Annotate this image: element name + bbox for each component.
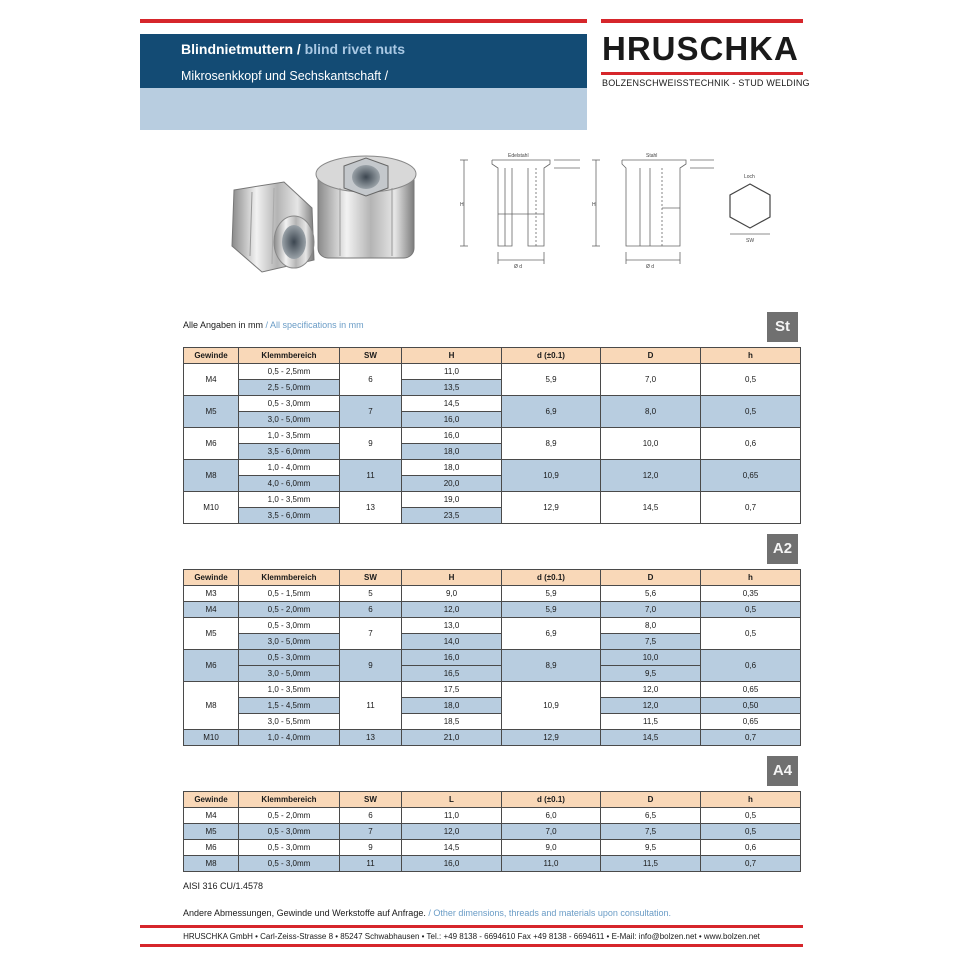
- col-header: Gewinde: [184, 792, 239, 808]
- cell: M10: [184, 730, 239, 746]
- cell: 7,0: [502, 824, 601, 840]
- cell: M4: [184, 808, 239, 824]
- cell: 0,7: [701, 856, 801, 872]
- cell: 1,0 - 4,0mm: [239, 730, 340, 746]
- col-header: H: [402, 570, 502, 586]
- table-header-row: [184, 792, 801, 808]
- cell: 0,5: [701, 602, 801, 618]
- cell: M4: [184, 602, 239, 618]
- spec-note: [183, 320, 364, 330]
- cell: 11,0: [402, 364, 502, 380]
- cell: 6,9: [502, 396, 601, 428]
- label-loch: Loch: [744, 174, 755, 180]
- cell: M3: [184, 586, 239, 602]
- cell: 18,0: [402, 698, 502, 714]
- table-header-row: [184, 348, 801, 364]
- badge-st: St: [767, 312, 798, 342]
- cell: 17,5: [402, 682, 502, 698]
- cell: 0,35: [701, 586, 801, 602]
- col-header: Klemmbereich: [239, 792, 340, 808]
- cell: 9: [340, 428, 402, 460]
- cell: 0,5: [701, 396, 801, 428]
- cell: 0,5 - 3,0mm: [239, 650, 340, 666]
- table-row: [184, 618, 801, 634]
- cell: 0,5 - 3,0mm: [239, 824, 340, 840]
- logo-tagline: BOLZENSCHWEISSTECHNIK - STUD WELDING: [602, 78, 810, 88]
- cell: 0,65: [701, 714, 801, 730]
- other-de: Andere Abmessungen, Gewinde und Werkstoffe auf Anfrage.: [183, 908, 426, 918]
- cell: M10: [184, 492, 239, 524]
- cell: 7,5: [601, 634, 701, 650]
- cell: 11,5: [601, 856, 701, 872]
- cell: 13: [340, 492, 402, 524]
- cell: M5: [184, 824, 239, 840]
- cell: 0,7: [701, 492, 801, 524]
- table-row: [184, 808, 801, 824]
- cell: M8: [184, 460, 239, 492]
- cell: 5,9: [502, 586, 601, 602]
- col-header: h: [701, 348, 801, 364]
- cell: 18,0: [402, 460, 502, 476]
- col-header: d (±0.1): [502, 570, 601, 586]
- label-sw: SW: [746, 238, 755, 244]
- cell: 19,0: [402, 492, 502, 508]
- cell: 0,6: [701, 428, 801, 460]
- cell: 10,0: [601, 650, 701, 666]
- cell: 12,0: [601, 460, 701, 492]
- cell: 16,0: [402, 650, 502, 666]
- cell: 0,5: [701, 618, 801, 650]
- cell: M6: [184, 428, 239, 460]
- cell: 12,9: [502, 730, 601, 746]
- col-header: d (±0.1): [502, 792, 601, 808]
- label-stahl: Stahl: [646, 153, 658, 159]
- cell: 23,5: [402, 508, 502, 524]
- cell: 16,0: [402, 412, 502, 428]
- cell: 7: [340, 824, 402, 840]
- other-en: / Other dimensions, threads and materials upon consultation.: [425, 908, 671, 918]
- nut-standing: [316, 156, 416, 258]
- cell: M5: [184, 618, 239, 650]
- table-row: [184, 856, 801, 872]
- cell: 9,5: [601, 840, 701, 856]
- cell: 7,0: [601, 602, 701, 618]
- cell: 5,9: [502, 364, 601, 396]
- cell: M6: [184, 650, 239, 682]
- cell: 1,0 - 3,5mm: [239, 492, 340, 508]
- table-row: [184, 602, 801, 618]
- cell: 20,0: [402, 476, 502, 492]
- col-header: D: [601, 348, 701, 364]
- cell: 8,9: [502, 428, 601, 460]
- cell: 11,5: [601, 714, 701, 730]
- cell: 9,5: [601, 666, 701, 682]
- table-row: [184, 650, 801, 666]
- cell: 14,0: [402, 634, 502, 650]
- col-header: SW: [340, 348, 402, 364]
- table-row: [184, 428, 801, 444]
- label-d-1: Ø d: [514, 264, 523, 270]
- table-header-row: [184, 570, 801, 586]
- cell: 16,5: [402, 666, 502, 682]
- table-a4: [183, 791, 801, 872]
- cell: 0,7: [701, 730, 801, 746]
- cell: 0,5 - 3,0mm: [239, 856, 340, 872]
- cell: 6,5: [601, 808, 701, 824]
- table-row: [184, 824, 801, 840]
- nut-lying: [232, 182, 314, 272]
- cell: 8,9: [502, 650, 601, 682]
- cell: 0,5 - 1,5mm: [239, 586, 340, 602]
- cell: 3,0 - 5,0mm: [239, 412, 340, 428]
- table-row: [184, 698, 801, 714]
- cell: 12,0: [402, 602, 502, 618]
- table-row: [184, 364, 801, 380]
- table-row: [184, 730, 801, 746]
- label-edelstahl: Edelstahl: [508, 153, 529, 159]
- cell: 3,0 - 5,5mm: [239, 714, 340, 730]
- cell: 0,65: [701, 682, 801, 698]
- cell: 6,9: [502, 618, 601, 650]
- cell: 16,0: [402, 856, 502, 872]
- table-row: [184, 714, 801, 730]
- logo-red-bar: [601, 72, 803, 75]
- cell: 10,9: [502, 682, 601, 730]
- cell: 1,0 - 4,0mm: [239, 460, 340, 476]
- spec-note-en: / All specifications in mm: [263, 320, 364, 330]
- table-row: [184, 492, 801, 508]
- cell: M8: [184, 856, 239, 872]
- top-red-line-right: [601, 19, 803, 23]
- cell: 6: [340, 364, 402, 396]
- cell: 9,0: [502, 840, 601, 856]
- col-header: Gewinde: [184, 570, 239, 586]
- col-header: h: [701, 570, 801, 586]
- footer-contact: HRUSCHKA GmbH • Carl-Zeiss-Strasse 8 • 85247 Schwabhausen • Tel.: +49 8138 - 6694610 Fax +49 8138 - 6694611 • E-Mail: info@bolzen.net • www.bolzen.net: [183, 932, 760, 941]
- cell: 10,9: [502, 460, 601, 492]
- cell: 14,5: [402, 396, 502, 412]
- cell: 7: [340, 618, 402, 650]
- badge-a2: A2: [767, 534, 798, 564]
- footer-red-line-bottom: [140, 944, 803, 947]
- cell: 16,0: [402, 428, 502, 444]
- cell: 7,5: [601, 824, 701, 840]
- cell: 11: [340, 460, 402, 492]
- cell: 3,5 - 6,0mm: [239, 508, 340, 524]
- cell: 0,6: [701, 650, 801, 682]
- cell: 10,0: [601, 428, 701, 460]
- cell: 6: [340, 602, 402, 618]
- cell: 5,9: [502, 602, 601, 618]
- col-header: Klemmbereich: [239, 570, 340, 586]
- product-photo: [214, 150, 430, 288]
- cell: 7: [340, 396, 402, 428]
- cell: 14,5: [601, 730, 701, 746]
- header-box: [140, 34, 587, 130]
- cell: 18,0: [402, 444, 502, 460]
- label-h-1: H: [460, 202, 464, 208]
- cell: 0,5 - 2,0mm: [239, 602, 340, 618]
- cell: 0,5 - 2,0mm: [239, 808, 340, 824]
- col-header: L: [402, 792, 502, 808]
- cell: 8,0: [601, 396, 701, 428]
- cell: 0,5 - 3,0mm: [239, 396, 340, 412]
- cell: 9,0: [402, 586, 502, 602]
- title-en: blind rivet nuts: [300, 41, 406, 57]
- cell: 12,9: [502, 492, 601, 524]
- cell: 3,5 - 6,0mm: [239, 444, 340, 460]
- cell: 5,6: [601, 586, 701, 602]
- label-h-2: H: [592, 202, 596, 208]
- label-d-2: Ø d: [646, 264, 655, 270]
- title-de: Blindnietmuttern /: [181, 41, 301, 57]
- cell: 5: [340, 586, 402, 602]
- cell: 11: [340, 856, 402, 872]
- cell: 12,0: [402, 824, 502, 840]
- cell: 13: [340, 730, 402, 746]
- col-header: Gewinde: [184, 348, 239, 364]
- cell: 6,0: [502, 808, 601, 824]
- other-dimensions-note: [183, 908, 671, 918]
- col-header: SW: [340, 570, 402, 586]
- footer-red-line-top: [140, 925, 803, 928]
- col-header: D: [601, 792, 701, 808]
- cell: 3,0 - 5,0mm: [239, 666, 340, 682]
- cell: 9: [340, 650, 402, 682]
- cell: 1,5 - 4,5mm: [239, 698, 340, 714]
- table-row: [184, 682, 801, 698]
- cell: 13,0: [402, 618, 502, 634]
- col-header: h: [701, 792, 801, 808]
- table-row: [184, 460, 801, 476]
- cell: 4,0 - 6,0mm: [239, 476, 340, 492]
- top-red-line-left: [140, 19, 587, 23]
- cell: 11,0: [402, 808, 502, 824]
- cell: 18,5: [402, 714, 502, 730]
- cell: 12,0: [601, 698, 701, 714]
- cell: 0,5 - 3,0mm: [239, 840, 340, 856]
- table-row: [184, 396, 801, 412]
- cell: M8: [184, 682, 239, 730]
- cell: 9: [340, 840, 402, 856]
- cell: 3,0 - 5,0mm: [239, 634, 340, 650]
- cell: 11,0: [502, 856, 601, 872]
- col-header: SW: [340, 792, 402, 808]
- cell: 0,5 - 2,5mm: [239, 364, 340, 380]
- cell: 13,5: [402, 380, 502, 396]
- header-title-band: [140, 34, 587, 88]
- cell: 0,5: [701, 824, 801, 840]
- cell: 8,0: [601, 618, 701, 634]
- col-header: H: [402, 348, 502, 364]
- spec-note-de: Alle Angaben in mm: [183, 320, 264, 330]
- cell: 14,5: [601, 492, 701, 524]
- cell: 6: [340, 808, 402, 824]
- cell: 14,5: [402, 840, 502, 856]
- cell: 0,5 - 3,0mm: [239, 618, 340, 634]
- cell: 1,0 - 3,5mm: [239, 428, 340, 444]
- table-row: [184, 840, 801, 856]
- cell: M6: [184, 840, 239, 856]
- table-st: [183, 347, 801, 524]
- material-note: AISI 316 CU/1.4578: [183, 881, 264, 891]
- cell: M5: [184, 396, 239, 428]
- badge-a4: A4: [767, 756, 798, 786]
- cell: 0,50: [701, 698, 801, 714]
- cell: M4: [184, 364, 239, 396]
- cell: 21,0: [402, 730, 502, 746]
- col-header: D: [601, 570, 701, 586]
- table-row: [184, 586, 801, 602]
- page-subtitle: Mikrosenkkopf und Sechskantschaft /: [181, 69, 389, 83]
- cell: 0,65: [701, 460, 801, 492]
- cell: 7,0: [601, 364, 701, 396]
- cell: 12,0: [601, 682, 701, 698]
- col-header: d (±0.1): [502, 348, 601, 364]
- cell: 11: [340, 682, 402, 730]
- cell: 2,5 - 5,0mm: [239, 380, 340, 396]
- cell: 0,6: [701, 840, 801, 856]
- cell: 0,5: [701, 364, 801, 396]
- technical-drawings: [450, 148, 800, 273]
- logo-name: HRUSCHKA: [602, 30, 799, 67]
- col-header: Klemmbereich: [239, 348, 340, 364]
- page-title: [181, 41, 405, 57]
- cell: 1,0 - 3,5mm: [239, 682, 340, 698]
- cell: 0,5: [701, 808, 801, 824]
- table-a2: [183, 569, 801, 746]
- hruschka-logo: [601, 26, 810, 90]
